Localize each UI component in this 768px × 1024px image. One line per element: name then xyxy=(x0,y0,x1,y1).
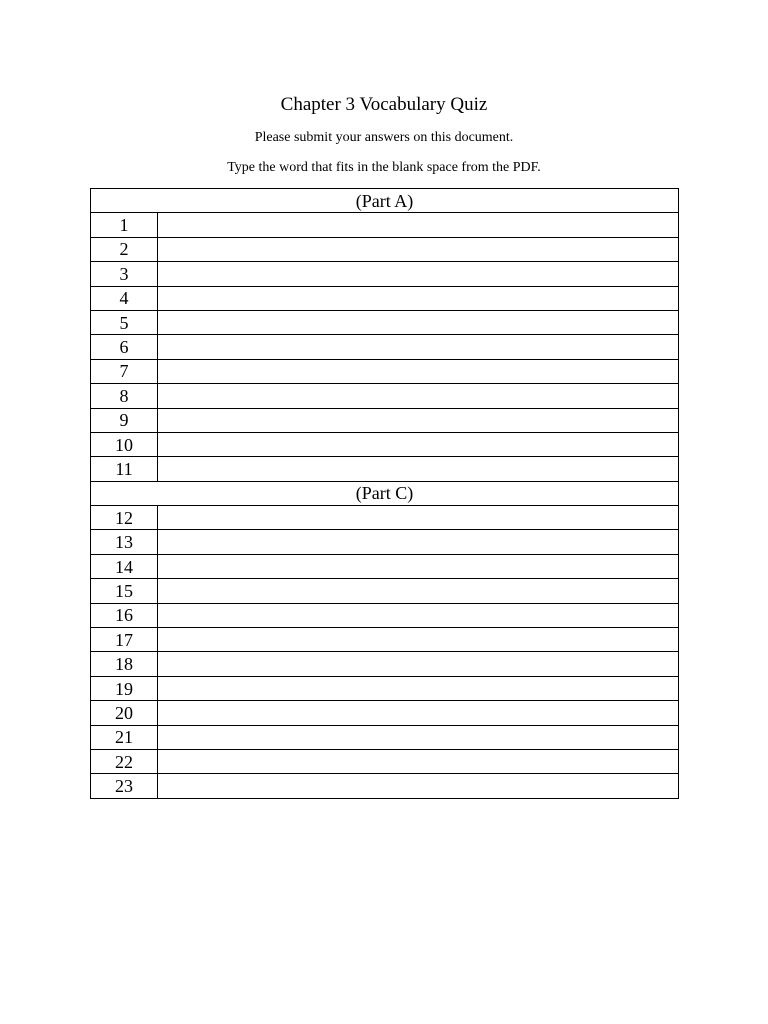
question-number: 17 xyxy=(91,628,158,652)
answer-cell[interactable] xyxy=(158,603,679,627)
answer-cell[interactable] xyxy=(158,432,679,456)
question-number: 10 xyxy=(91,432,158,456)
answer-row xyxy=(91,359,679,383)
quiz-title: Chapter 3 Vocabulary Quiz xyxy=(280,94,488,115)
question-number: 13 xyxy=(91,530,158,554)
answer-row xyxy=(91,652,679,676)
answer-cell[interactable] xyxy=(158,262,679,286)
question-number: 23 xyxy=(91,774,158,798)
answer-cell[interactable] xyxy=(158,749,679,773)
question-number: 21 xyxy=(91,725,158,749)
answer-row xyxy=(91,554,679,578)
answer-cell[interactable] xyxy=(158,628,679,652)
section-header-row xyxy=(91,189,679,213)
answer-row xyxy=(91,237,679,261)
answer-row xyxy=(91,774,679,798)
question-number: 3 xyxy=(91,262,158,286)
answer-cell[interactable] xyxy=(158,554,679,578)
question-number: 14 xyxy=(91,554,158,578)
answer-row xyxy=(91,310,679,334)
answer-cell[interactable] xyxy=(158,359,679,383)
answer-cell[interactable] xyxy=(158,579,679,603)
question-number: 1 xyxy=(91,213,158,237)
answer-cell[interactable] xyxy=(158,408,679,432)
question-number: 8 xyxy=(91,384,158,408)
answer-row xyxy=(91,506,679,530)
answer-table xyxy=(90,188,679,799)
question-number: 2 xyxy=(91,237,158,261)
answer-row xyxy=(91,603,679,627)
answer-row xyxy=(91,457,679,481)
section-heading: (Part A) xyxy=(91,189,679,213)
instruction-type-word: Type the word that fits in the blank space from the PDF. xyxy=(227,160,541,175)
answer-row xyxy=(91,676,679,700)
answer-row xyxy=(91,408,679,432)
answer-row xyxy=(91,262,679,286)
answer-row xyxy=(91,213,679,237)
question-number: 22 xyxy=(91,749,158,773)
question-number: 5 xyxy=(91,310,158,334)
instruction-submit: Please submit your answers on this document. xyxy=(254,130,514,145)
question-number: 12 xyxy=(91,506,158,530)
answer-row xyxy=(91,384,679,408)
question-number: 9 xyxy=(91,408,158,432)
question-number: 19 xyxy=(91,676,158,700)
answer-cell[interactable] xyxy=(158,457,679,481)
answer-cell[interactable] xyxy=(158,676,679,700)
question-number: 4 xyxy=(91,286,158,310)
answer-cell[interactable] xyxy=(158,506,679,530)
answer-cell[interactable] xyxy=(158,310,679,334)
answer-cell[interactable] xyxy=(158,725,679,749)
answer-row xyxy=(91,701,679,725)
question-number: 18 xyxy=(91,652,158,676)
answer-cell[interactable] xyxy=(158,652,679,676)
answer-row xyxy=(91,286,679,310)
answer-cell[interactable] xyxy=(158,286,679,310)
answer-row xyxy=(91,725,679,749)
answer-cell[interactable] xyxy=(158,530,679,554)
answer-row xyxy=(91,335,679,359)
answer-row xyxy=(91,579,679,603)
answer-row xyxy=(91,749,679,773)
question-number: 15 xyxy=(91,579,158,603)
section-header-row xyxy=(91,481,679,505)
answer-cell[interactable] xyxy=(158,335,679,359)
question-number: 20 xyxy=(91,701,158,725)
answer-cell[interactable] xyxy=(158,237,679,261)
question-number: 6 xyxy=(91,335,158,359)
answer-cell[interactable] xyxy=(158,774,679,798)
answer-cell[interactable] xyxy=(158,213,679,237)
question-number: 7 xyxy=(91,359,158,383)
question-number: 11 xyxy=(91,457,158,481)
answer-table-body xyxy=(91,189,679,799)
answer-row xyxy=(91,432,679,456)
question-number: 16 xyxy=(91,603,158,627)
answer-row xyxy=(91,530,679,554)
section-heading: (Part C) xyxy=(91,481,679,505)
answer-cell[interactable] xyxy=(158,384,679,408)
answer-cell[interactable] xyxy=(158,701,679,725)
answer-row xyxy=(91,628,679,652)
